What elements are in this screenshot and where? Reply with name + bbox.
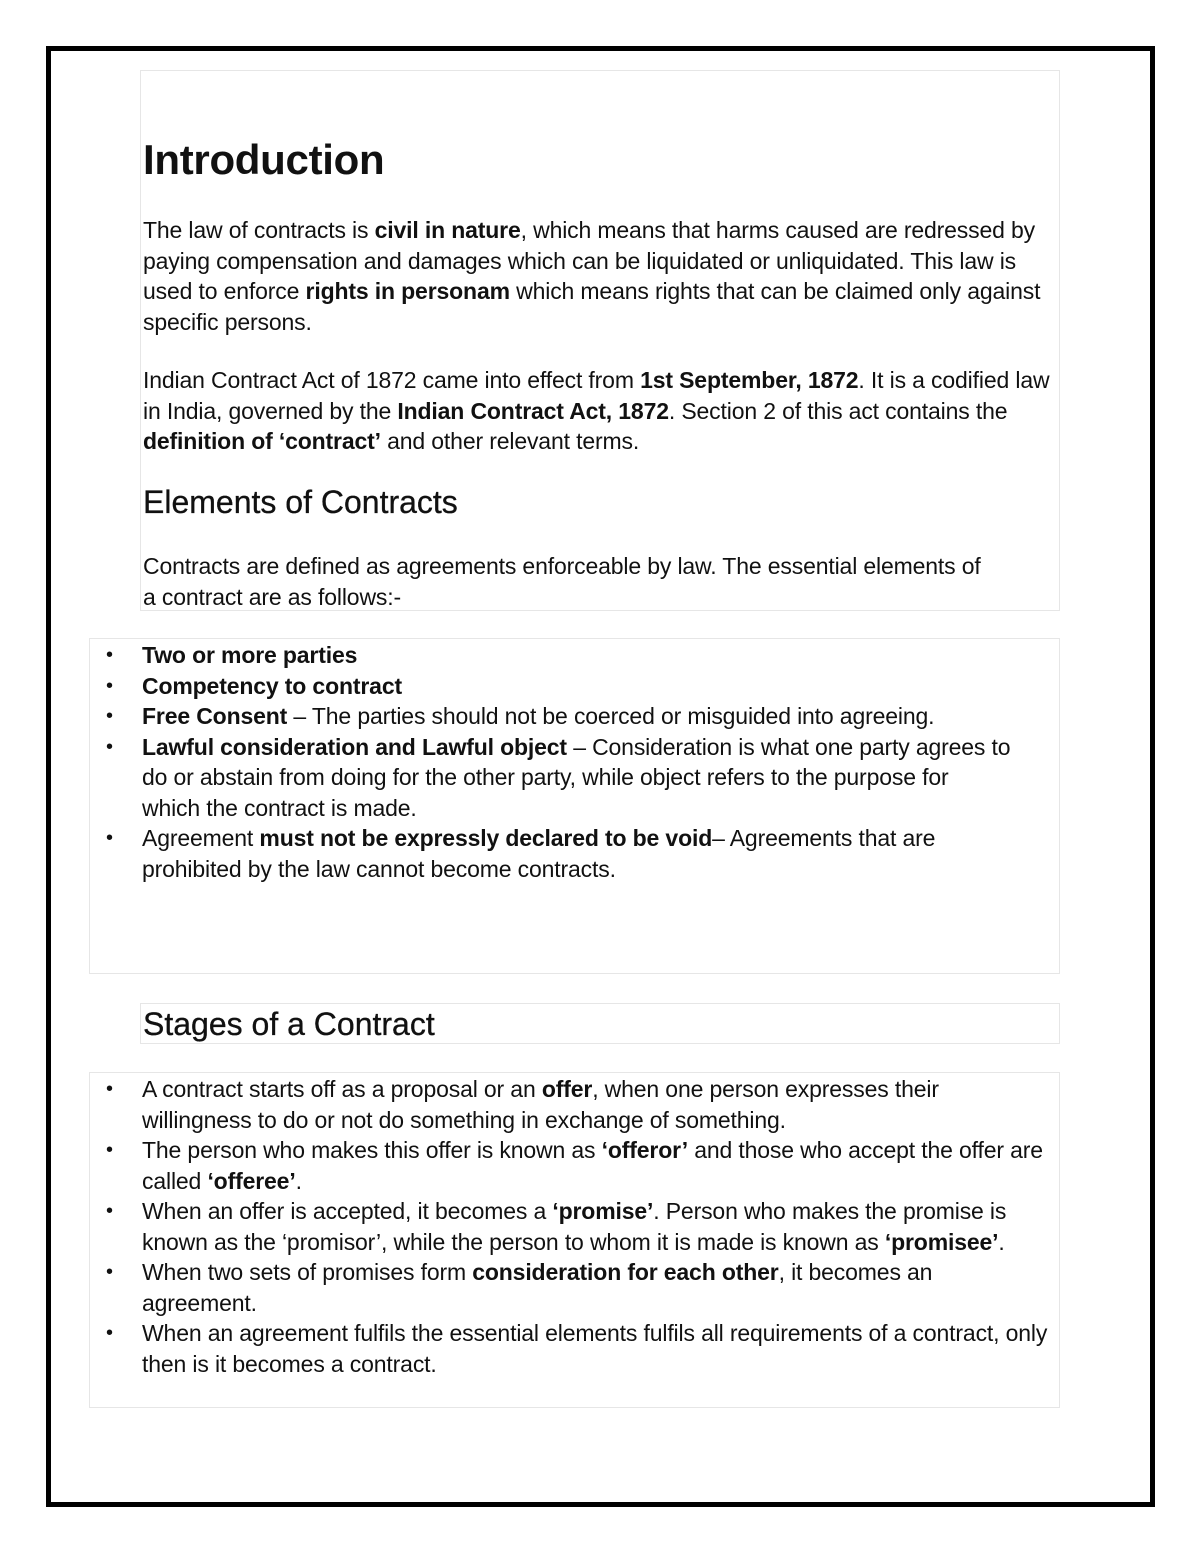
list-item — [90, 1074, 1059, 1135]
bold-term: definition of ‘contract’ — [143, 428, 381, 454]
text-run: , which means that harms caused are redressed by paying compensation and damages which can be liquidated or unliquidated. This law is used to enforce — [143, 217, 1036, 304]
introduction-paragraph-1 — [143, 215, 1059, 337]
text-run: When an agreement fulfils the essential elements fulfils all requirements of a contract, only then is it becomes a contract. — [142, 1320, 1048, 1377]
bold-term: civil in nature — [374, 217, 521, 243]
introduction-section — [140, 70, 1060, 611]
text-line: which the contract is made. — [142, 794, 417, 821]
text-run: – Consideration is what one party agrees to — [566, 733, 1011, 760]
elements-list — [90, 640, 1059, 884]
stages-list — [90, 1074, 1059, 1379]
text-run: The law of contracts is — [143, 217, 375, 243]
bold-term: ‘offeree’ — [207, 1167, 296, 1194]
bold-term: Competency to contract — [142, 672, 402, 699]
text-run: – Agreements that are prohibited by the law cannot become contracts. — [142, 825, 936, 882]
introduction-paragraph-2 — [143, 365, 1063, 457]
stages-heading-section — [140, 1003, 1060, 1044]
elements-list-section — [89, 638, 1060, 974]
list-item — [90, 823, 1059, 884]
bullet-icon: • — [106, 735, 113, 758]
bullet-icon: • — [106, 1322, 113, 1344]
text-run: which means rights that can be claimed only against specific persons. — [143, 278, 1041, 335]
bold-term: ‘promise’ — [552, 1198, 654, 1224]
list-item — [90, 732, 1059, 824]
list-item — [90, 1318, 1059, 1379]
bullet-icon: • — [106, 674, 113, 697]
elements-intro: Contracts are defined as agreements enforceable by law. The essential elements of a contract are as follows:- — [143, 553, 981, 610]
stages-heading: Stages of a Contract — [143, 1006, 435, 1042]
bold-term: Lawful consideration and Lawful object — [142, 733, 567, 760]
text-run: The person who makes this offer is known as — [142, 1137, 602, 1163]
bullet-icon: • — [106, 705, 113, 727]
bold-term: consideration for each other — [472, 1259, 779, 1285]
text-line — [142, 732, 1059, 763]
bullet-icon: • — [106, 1200, 113, 1222]
list-item — [90, 1196, 1059, 1257]
text-run: When an offer is accepted, it becomes a — [142, 1198, 553, 1224]
text-run: . Person who makes the promise is known as the ‘promisor’, while the person to whom it is made is known as — [142, 1198, 1007, 1255]
bullet-icon: • — [106, 1261, 113, 1283]
bullet-icon: • — [106, 1139, 113, 1161]
bold-term: 1st September, 1872 — [640, 367, 859, 393]
text-run: and those who accept the offer are called — [142, 1137, 1043, 1194]
bold-term: Two or more parties — [142, 642, 358, 668]
text-run: . — [998, 1228, 1005, 1255]
bold-term: ‘promisee’ — [884, 1228, 999, 1255]
text-run: A contract starts off as a proposal or an — [142, 1076, 542, 1102]
bullet-icon: • — [106, 827, 113, 849]
text-run: . Section 2 of this act contains the — [668, 397, 1008, 424]
text-run: Agreement — [142, 825, 260, 851]
text-line: do or abstain from doing for the other party, while object refers to the purpose for — [142, 764, 949, 790]
bold-term: must not be expressly declared to be void — [259, 825, 713, 851]
bullet-icon: • — [106, 1078, 113, 1100]
bold-term: offer — [541, 1076, 593, 1102]
text-run: Indian Contract Act of 1872 came into effect from — [143, 367, 641, 393]
text-run: . It is a codified law in India, governed by the — [143, 367, 1050, 424]
bold-term: Indian Contract Act, 1872 — [397, 397, 669, 424]
bold-term: rights in personam — [305, 278, 510, 304]
list-item — [90, 1135, 1059, 1196]
stages-list-section — [89, 1072, 1060, 1408]
list-item — [90, 1257, 1059, 1318]
text-run: . — [295, 1167, 302, 1194]
bold-term: Free Consent — [142, 703, 288, 729]
list-item — [90, 701, 1059, 732]
bullet-icon: • — [106, 644, 113, 666]
text-run: and other relevant terms. — [380, 428, 640, 454]
elements-heading: Elements of Contracts — [143, 484, 458, 520]
bold-term: ‘offeror’ — [601, 1137, 688, 1163]
text-run: When two sets of promises form — [142, 1259, 473, 1285]
text-run: , when one person expresses their willingness to do or not do something in exchange of something. — [142, 1076, 939, 1133]
text-run: , it becomes an agreement. — [142, 1259, 933, 1316]
text-run: – The parties should not be coerced or misguided into agreeing. — [287, 703, 935, 729]
introduction-heading: Introduction — [143, 136, 385, 183]
list-item — [90, 671, 1059, 702]
list-item — [90, 640, 1059, 671]
